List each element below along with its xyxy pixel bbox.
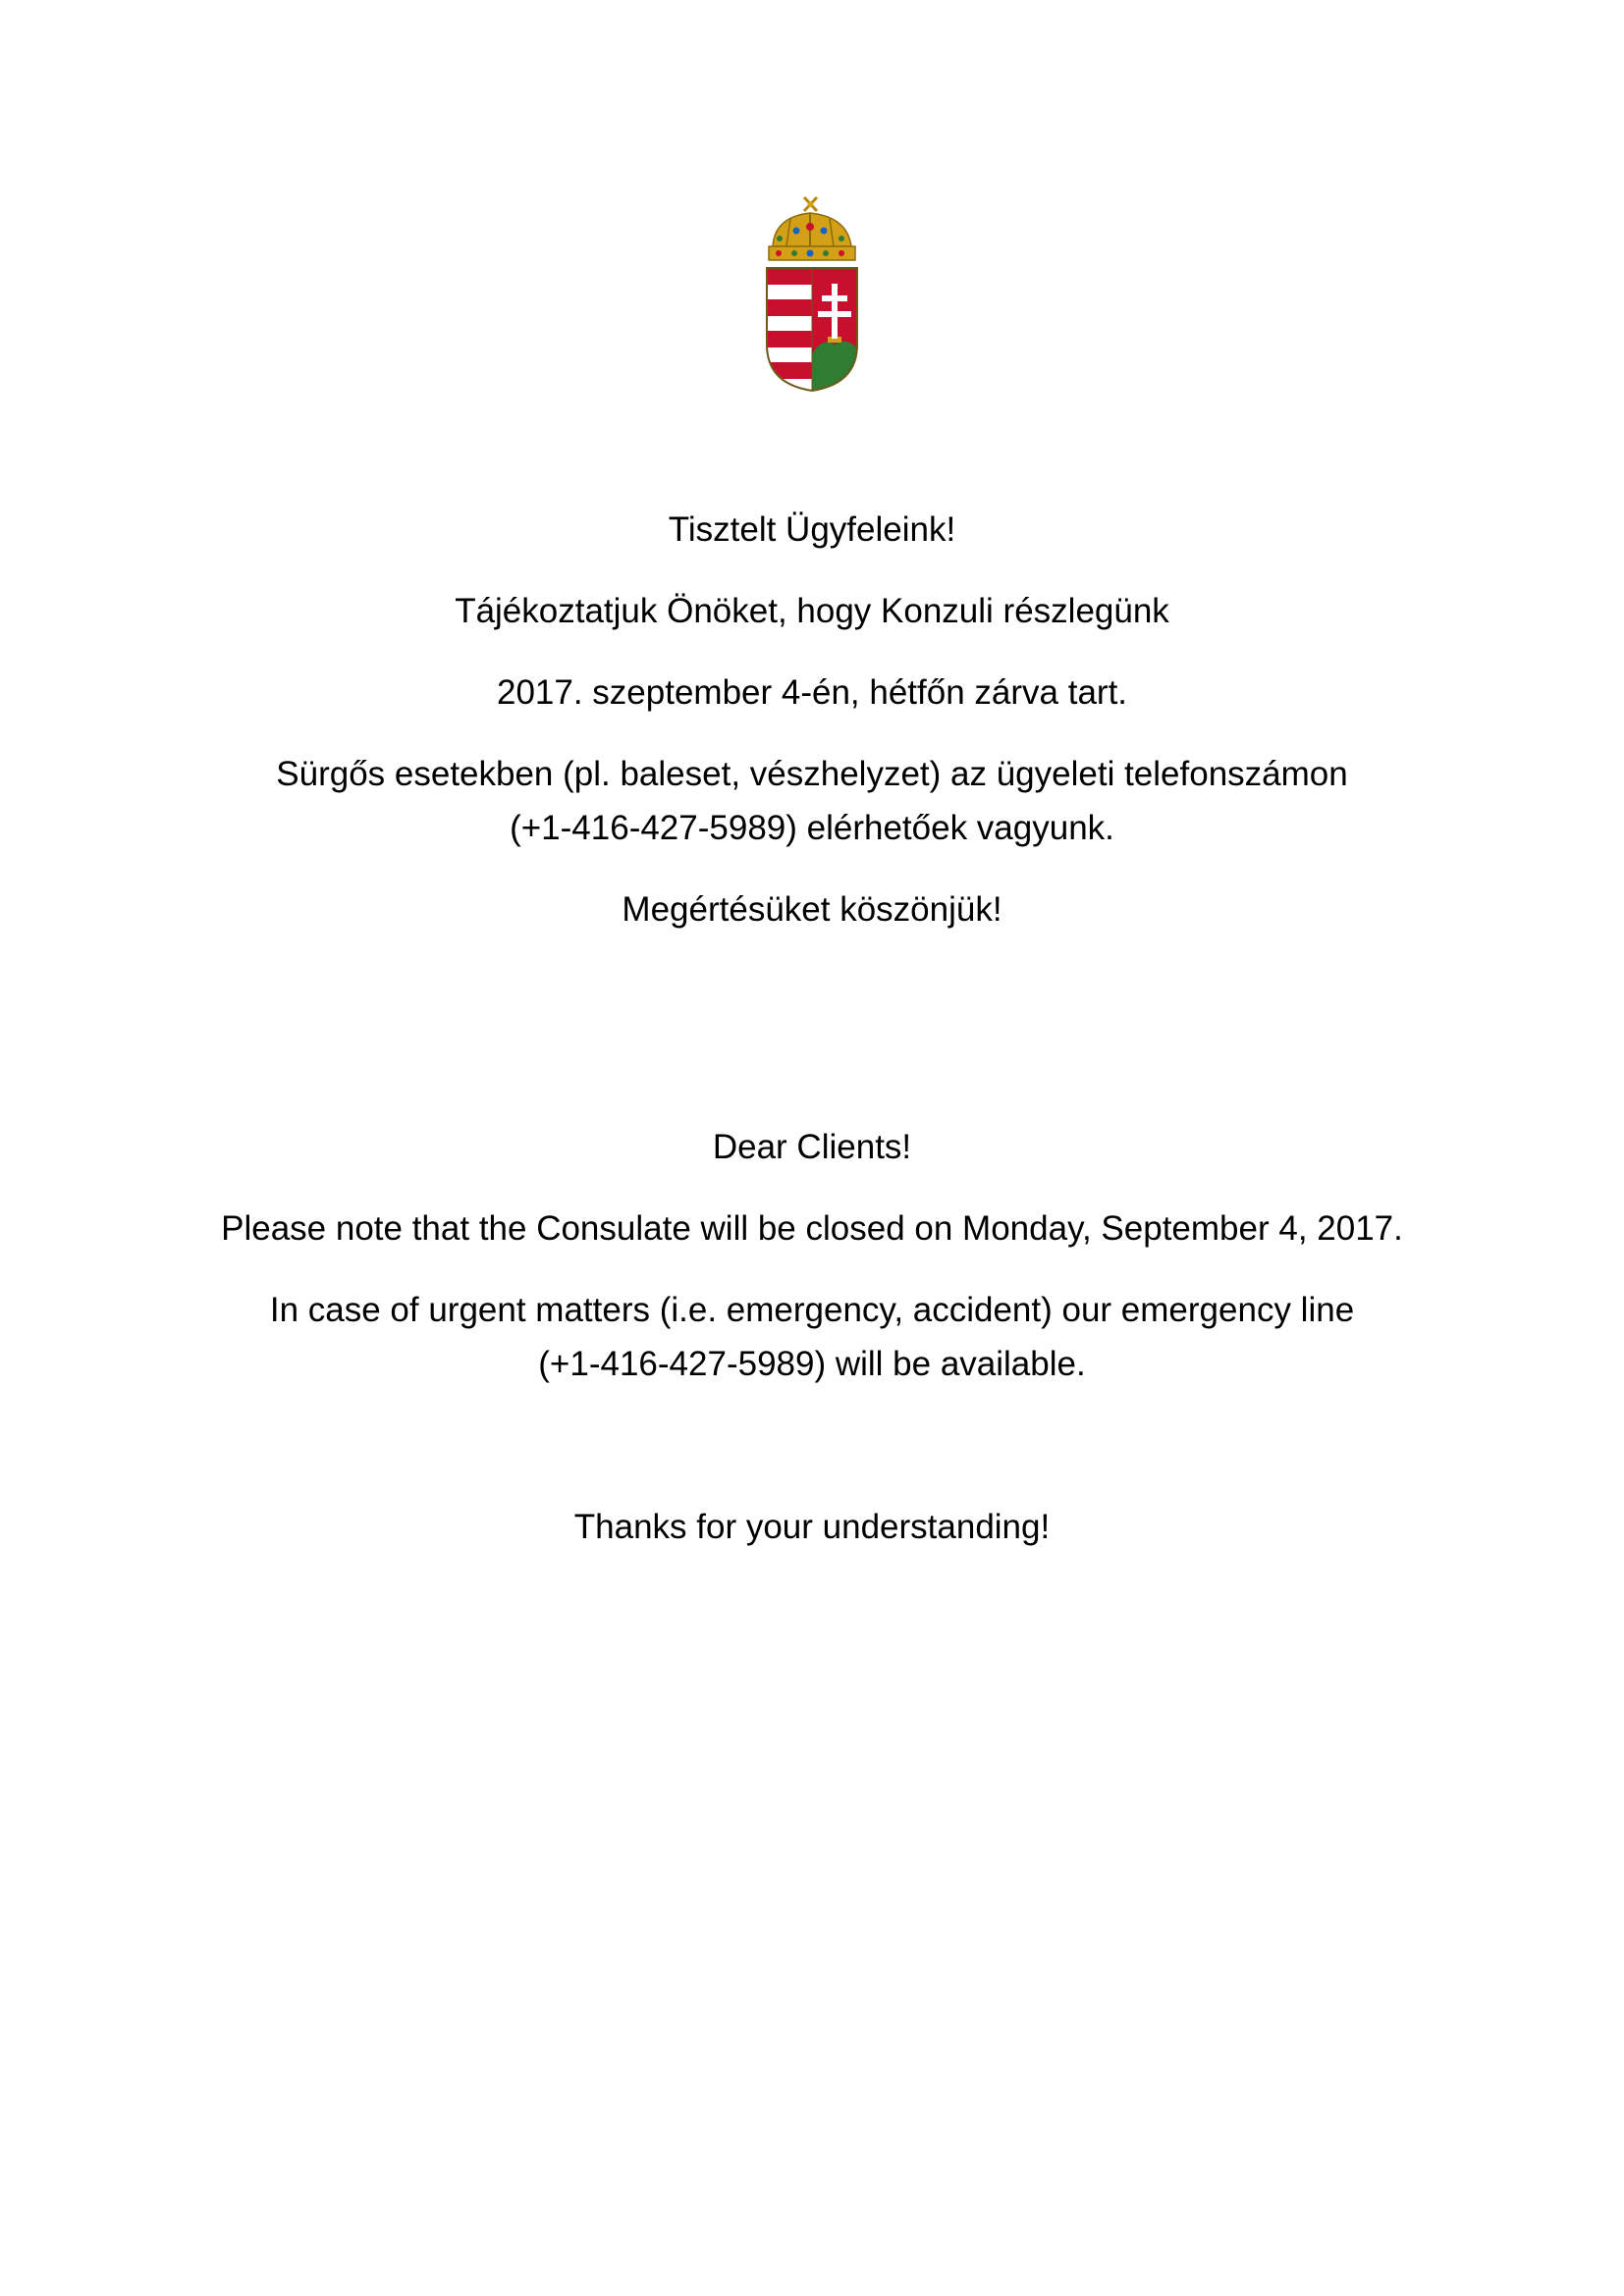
hungarian-urgent-line-1: Sürgős esetekben (pl. baleset, vészhelyzet) az ügyeleti telefonszámon [276, 755, 1348, 793]
english-closing: Thanks for your understanding! [573, 1508, 1051, 1546]
hungarian-coat-of-arms-icon [763, 189, 861, 393]
english-urgent-line-2: (+1-416-427-5989) will be available. [538, 1345, 1086, 1383]
english-salutation: Dear Clients! [712, 1128, 912, 1166]
hungarian-notice-line-1: Tájékoztatjuk Önöket, hogy Konzuli részlegünk [455, 592, 1169, 630]
hungarian-salutation: Tisztelt Ügyfeleink! [668, 510, 956, 549]
hungarian-notice-line-2: 2017. szeptember 4-én, hétfőn zárva tart. [496, 673, 1128, 712]
hungarian-closing: Megértésüket köszönjük! [622, 890, 1002, 929]
hungarian-urgent-line-2: (+1-416-427-5989) elérhetőek vagyunk. [510, 809, 1114, 847]
english-urgent-line-1: In case of urgent matters (i.e. emergency, accident) our emergency line [269, 1291, 1355, 1329]
english-notice: Please note that the Consulate will be closed on Monday, September 4, 2017. [221, 1209, 1403, 1248]
